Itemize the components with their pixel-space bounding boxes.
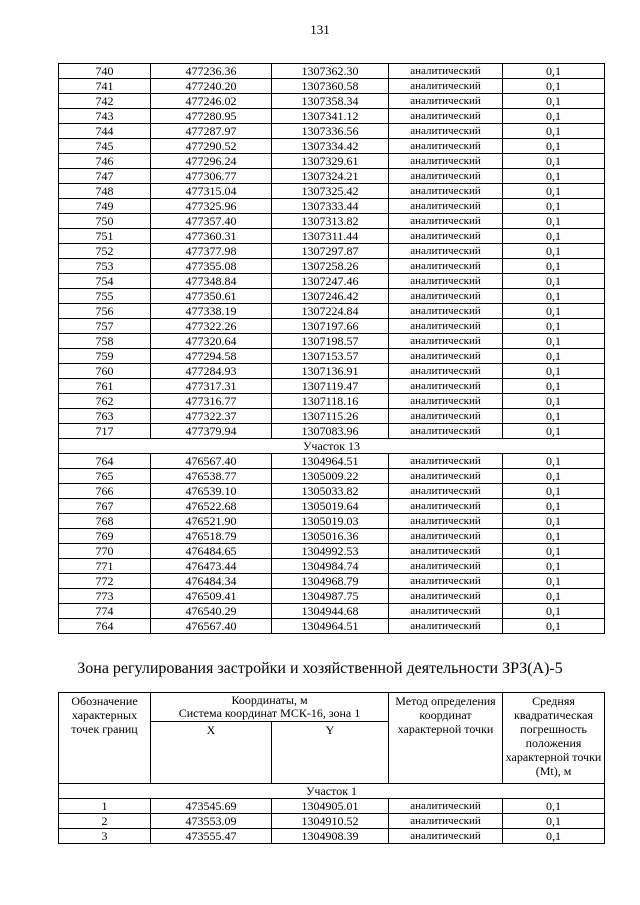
method: аналитический (389, 304, 503, 319)
coord-x: 476567.40 (151, 454, 272, 469)
table-section (59, 439, 605, 454)
error-value: 0,1 (503, 154, 605, 169)
table-row (59, 514, 605, 529)
error-value: 0,1 (503, 139, 605, 154)
method: аналитический (389, 394, 503, 409)
point-number: 751 (59, 229, 151, 244)
table-body-part-2 (59, 454, 605, 634)
table-row (59, 109, 605, 124)
coord-x: 477320.64 (151, 334, 272, 349)
coord-y: 1307334.42 (272, 139, 389, 154)
method: аналитический (389, 154, 503, 169)
coord-y: 1307313.82 (272, 214, 389, 229)
coord-x: 477355.08 (151, 259, 272, 274)
coord-x: 477287.97 (151, 124, 272, 139)
table-row (59, 379, 605, 394)
header-coordinate-system: Система координат МСК-16, зона 1 (178, 706, 361, 720)
method: аналитический (389, 829, 503, 844)
error-value: 0,1 (503, 79, 605, 94)
error-value: 0,1 (503, 514, 605, 529)
table-row (59, 454, 605, 469)
table-row (59, 349, 605, 364)
coord-y: 1307247.46 (272, 274, 389, 289)
coord-y: 1307297.87 (272, 244, 389, 259)
point-number: 744 (59, 124, 151, 139)
coord-y: 1304968.79 (272, 574, 389, 589)
table-row (59, 814, 605, 829)
error-value: 0,1 (503, 829, 605, 844)
table-row (59, 589, 605, 604)
table-row (59, 154, 605, 169)
point-number: 767 (59, 499, 151, 514)
table-row (59, 289, 605, 304)
method: аналитический (389, 334, 503, 349)
point-number: 763 (59, 409, 151, 424)
method: аналитический (389, 289, 503, 304)
coord-x: 476522.68 (151, 499, 272, 514)
table-row (59, 364, 605, 379)
coord-x: 473555.47 (151, 829, 272, 844)
table-row (59, 214, 605, 229)
table-row (59, 499, 605, 514)
coord-x: 477316.77 (151, 394, 272, 409)
method: аналитический (389, 559, 503, 574)
section-row (59, 784, 605, 799)
coord-x: 477348.84 (151, 274, 272, 289)
point-number: 747 (59, 169, 151, 184)
point-number: 770 (59, 544, 151, 559)
method: аналитический (389, 349, 503, 364)
coord-x: 477306.77 (151, 169, 272, 184)
method: аналитический (389, 589, 503, 604)
method: аналитический (389, 604, 503, 619)
coord-x: 473545.69 (151, 799, 272, 814)
coord-y: 1307224.84 (272, 304, 389, 319)
error-value: 0,1 (503, 214, 605, 229)
error-value: 0,1 (503, 544, 605, 559)
coord-y: 1307198.57 (272, 334, 389, 349)
coord-y: 1307083.96 (272, 424, 389, 439)
method: аналитический (389, 574, 503, 589)
method: аналитический (389, 124, 503, 139)
error-value: 0,1 (503, 604, 605, 619)
point-number: 750 (59, 214, 151, 229)
method: аналитический (389, 139, 503, 154)
coord-y: 1304992.53 (272, 544, 389, 559)
point-number: 741 (59, 79, 151, 94)
error-value: 0,1 (503, 814, 605, 829)
coord-y: 1304910.52 (272, 814, 389, 829)
method: аналитический (389, 499, 503, 514)
coord-x: 476518.79 (151, 529, 272, 544)
point-number: 762 (59, 394, 151, 409)
header-designation: Обозначение характерных точек границ (59, 693, 151, 784)
coord-x: 476567.40 (151, 619, 272, 634)
coord-y: 1307324.21 (272, 169, 389, 184)
table-row (59, 424, 605, 439)
table-row (59, 244, 605, 259)
error-value: 0,1 (503, 529, 605, 544)
error-value: 0,1 (503, 334, 605, 349)
point-number: 766 (59, 484, 151, 499)
coord-y: 1305033.82 (272, 484, 389, 499)
error-value: 0,1 (503, 229, 605, 244)
method: аналитический (389, 424, 503, 439)
point-number: 760 (59, 364, 151, 379)
table-row (59, 259, 605, 274)
error-value: 0,1 (503, 499, 605, 514)
point-number: 746 (59, 154, 151, 169)
method: аналитический (389, 469, 503, 484)
header-y: Y (272, 722, 389, 784)
error-value: 0,1 (503, 454, 605, 469)
coord-y: 1305016.36 (272, 529, 389, 544)
error-value: 0,1 (503, 199, 605, 214)
point-number: 753 (59, 259, 151, 274)
method: аналитический (389, 514, 503, 529)
point-number: 749 (59, 199, 151, 214)
method: аналитический (389, 64, 503, 79)
table-row (59, 64, 605, 79)
error-value: 0,1 (503, 589, 605, 604)
table-row (59, 469, 605, 484)
point-number: 745 (59, 139, 151, 154)
coord-y: 1307119.47 (272, 379, 389, 394)
error-value: 0,1 (503, 64, 605, 79)
error-value: 0,1 (503, 184, 605, 199)
coord-x: 476539.10 (151, 484, 272, 499)
point-number: 765 (59, 469, 151, 484)
error-value: 0,1 (503, 799, 605, 814)
coord-x: 477294.58 (151, 349, 272, 364)
table-row (59, 799, 605, 814)
coord-y: 1307329.61 (272, 154, 389, 169)
coord-x: 476540.29 (151, 604, 272, 619)
error-value: 0,1 (503, 394, 605, 409)
point-number: 764 (59, 454, 151, 469)
coord-x: 477240.20 (151, 79, 272, 94)
coord-x: 477236.36 (151, 64, 272, 79)
header-coordinates (151, 693, 389, 722)
method: аналитический (389, 379, 503, 394)
coord-y: 1304987.75 (272, 589, 389, 604)
method: аналитический (389, 229, 503, 244)
coord-x: 476538.77 (151, 469, 272, 484)
method: аналитический (389, 109, 503, 124)
point-number: 772 (59, 574, 151, 589)
error-value: 0,1 (503, 409, 605, 424)
error-value: 0,1 (503, 559, 605, 574)
coord-x: 477284.93 (151, 364, 272, 379)
table-body-part-1 (59, 64, 605, 439)
method: аналитический (389, 94, 503, 109)
method: аналитический (389, 364, 503, 379)
point-number: 758 (59, 334, 151, 349)
coord-x: 476521.90 (151, 514, 272, 529)
table-row (59, 574, 605, 589)
coord-y: 1307246.42 (272, 289, 389, 304)
table-row (59, 829, 605, 844)
table-row (59, 619, 605, 634)
method: аналитический (389, 814, 503, 829)
coord-y: 1304905.01 (272, 799, 389, 814)
point-number: 754 (59, 274, 151, 289)
method: аналитический (389, 169, 503, 184)
coord-x: 476473.44 (151, 559, 272, 574)
point-number: 764 (59, 619, 151, 634)
error-value: 0,1 (503, 424, 605, 439)
method: аналитический (389, 319, 503, 334)
coord-x: 477317.31 (151, 379, 272, 394)
error-value: 0,1 (503, 379, 605, 394)
table-row (59, 529, 605, 544)
coord-y: 1305019.03 (272, 514, 389, 529)
error-value: 0,1 (503, 484, 605, 499)
method: аналитический (389, 79, 503, 94)
coord-y: 1304964.51 (272, 454, 389, 469)
coord-x: 476484.34 (151, 574, 272, 589)
error-value: 0,1 (503, 259, 605, 274)
coord-x: 477322.26 (151, 319, 272, 334)
coord-y: 1307358.34 (272, 94, 389, 109)
table-row (59, 229, 605, 244)
coord-y: 1304908.39 (272, 829, 389, 844)
error-value: 0,1 (503, 124, 605, 139)
coord-x: 477296.24 (151, 154, 272, 169)
method: аналитический (389, 199, 503, 214)
error-value: 0,1 (503, 469, 605, 484)
table-row (59, 169, 605, 184)
point-number: 742 (59, 94, 151, 109)
coord-y: 1307333.44 (272, 199, 389, 214)
page-number: 131 (310, 22, 330, 37)
coordinates-table (58, 63, 605, 634)
error-value: 0,1 (503, 109, 605, 124)
zone-coordinates-table (58, 692, 605, 844)
table-row (59, 484, 605, 499)
coord-x: 477377.98 (151, 244, 272, 259)
coord-y: 1307360.58 (272, 79, 389, 94)
error-value: 0,1 (503, 94, 605, 109)
coord-y: 1305019.64 (272, 499, 389, 514)
table-row (59, 124, 605, 139)
method: аналитический (389, 799, 503, 814)
coord-x: 476509.41 (151, 589, 272, 604)
point-number: 3 (59, 829, 151, 844)
table-row (59, 409, 605, 424)
table-row (59, 184, 605, 199)
error-value: 0,1 (503, 319, 605, 334)
header-x: X (151, 722, 272, 784)
zone-heading: Зона регулирования застройки и хозяйственной деятельности ЗРЗ(А)-5 (77, 660, 563, 677)
coord-x: 473553.09 (151, 814, 272, 829)
table-row (59, 94, 605, 109)
error-value: 0,1 (503, 349, 605, 364)
table-row (59, 334, 605, 349)
coord-y: 1307336.56 (272, 124, 389, 139)
method: аналитический (389, 259, 503, 274)
header-method: Метод определения координат характерной точки (389, 693, 503, 784)
section-label: Участок 13 (59, 439, 605, 454)
error-value: 0,1 (503, 619, 605, 634)
table-row (59, 199, 605, 214)
coord-y: 1305009.22 (272, 469, 389, 484)
header-error: Средняя квадратическая погрешность положения характерной точки (Mt), м (503, 693, 605, 784)
coord-y: 1307325.42 (272, 184, 389, 199)
coord-y: 1307136.91 (272, 364, 389, 379)
coord-x: 476484.65 (151, 544, 272, 559)
point-number: 1 (59, 799, 151, 814)
coord-y: 1307153.57 (272, 349, 389, 364)
coord-x: 477360.31 (151, 229, 272, 244)
coord-y: 1307311.44 (272, 229, 389, 244)
method: аналитический (389, 529, 503, 544)
method: аналитический (389, 214, 503, 229)
table-header (59, 693, 605, 784)
point-number: 769 (59, 529, 151, 544)
error-value: 0,1 (503, 364, 605, 379)
point-number: 743 (59, 109, 151, 124)
header-coordinates-title: Координаты, м (231, 693, 308, 707)
coord-x: 477280.95 (151, 109, 272, 124)
coord-x: 477315.04 (151, 184, 272, 199)
table-body (59, 799, 605, 844)
point-number: 757 (59, 319, 151, 334)
table-row (59, 559, 605, 574)
coord-y: 1307197.66 (272, 319, 389, 334)
method: аналитический (389, 409, 503, 424)
table-row (59, 604, 605, 619)
method: аналитический (389, 484, 503, 499)
coord-y: 1307362.30 (272, 64, 389, 79)
coord-x: 477322.37 (151, 409, 272, 424)
coord-y: 1307341.12 (272, 109, 389, 124)
method: аналитический (389, 244, 503, 259)
table-row (59, 274, 605, 289)
point-number: 755 (59, 289, 151, 304)
coord-x: 477325.96 (151, 199, 272, 214)
error-value: 0,1 (503, 574, 605, 589)
table-row (59, 544, 605, 559)
point-number: 774 (59, 604, 151, 619)
table-row (59, 139, 605, 154)
point-number: 756 (59, 304, 151, 319)
coord-x: 477338.19 (151, 304, 272, 319)
coord-x: 477350.61 (151, 289, 272, 304)
coord-x: 477379.94 (151, 424, 272, 439)
coord-y: 1307118.16 (272, 394, 389, 409)
error-value: 0,1 (503, 289, 605, 304)
point-number: 748 (59, 184, 151, 199)
method: аналитический (389, 184, 503, 199)
point-number: 768 (59, 514, 151, 529)
point-number: 717 (59, 424, 151, 439)
section-row (59, 439, 605, 454)
point-number: 761 (59, 379, 151, 394)
point-number: 752 (59, 244, 151, 259)
table-row (59, 319, 605, 334)
point-number: 759 (59, 349, 151, 364)
table-section (59, 784, 605, 799)
method: аналитический (389, 454, 503, 469)
error-value: 0,1 (503, 304, 605, 319)
method: аналитический (389, 274, 503, 289)
coord-x: 477246.02 (151, 94, 272, 109)
error-value: 0,1 (503, 244, 605, 259)
table-row (59, 394, 605, 409)
method: аналитический (389, 619, 503, 634)
coord-y: 1304964.51 (272, 619, 389, 634)
error-value: 0,1 (503, 169, 605, 184)
coord-y: 1304984.74 (272, 559, 389, 574)
error-value: 0,1 (503, 274, 605, 289)
table-row (59, 79, 605, 94)
method: аналитический (389, 544, 503, 559)
coord-x: 477290.52 (151, 139, 272, 154)
point-number: 2 (59, 814, 151, 829)
section-label: Участок 1 (59, 784, 605, 799)
point-number: 773 (59, 589, 151, 604)
point-number: 771 (59, 559, 151, 574)
coord-y: 1304944.68 (272, 604, 389, 619)
coord-x: 477357.40 (151, 214, 272, 229)
table-row (59, 304, 605, 319)
coord-y: 1307115.26 (272, 409, 389, 424)
coord-y: 1307258.26 (272, 259, 389, 274)
point-number: 740 (59, 64, 151, 79)
